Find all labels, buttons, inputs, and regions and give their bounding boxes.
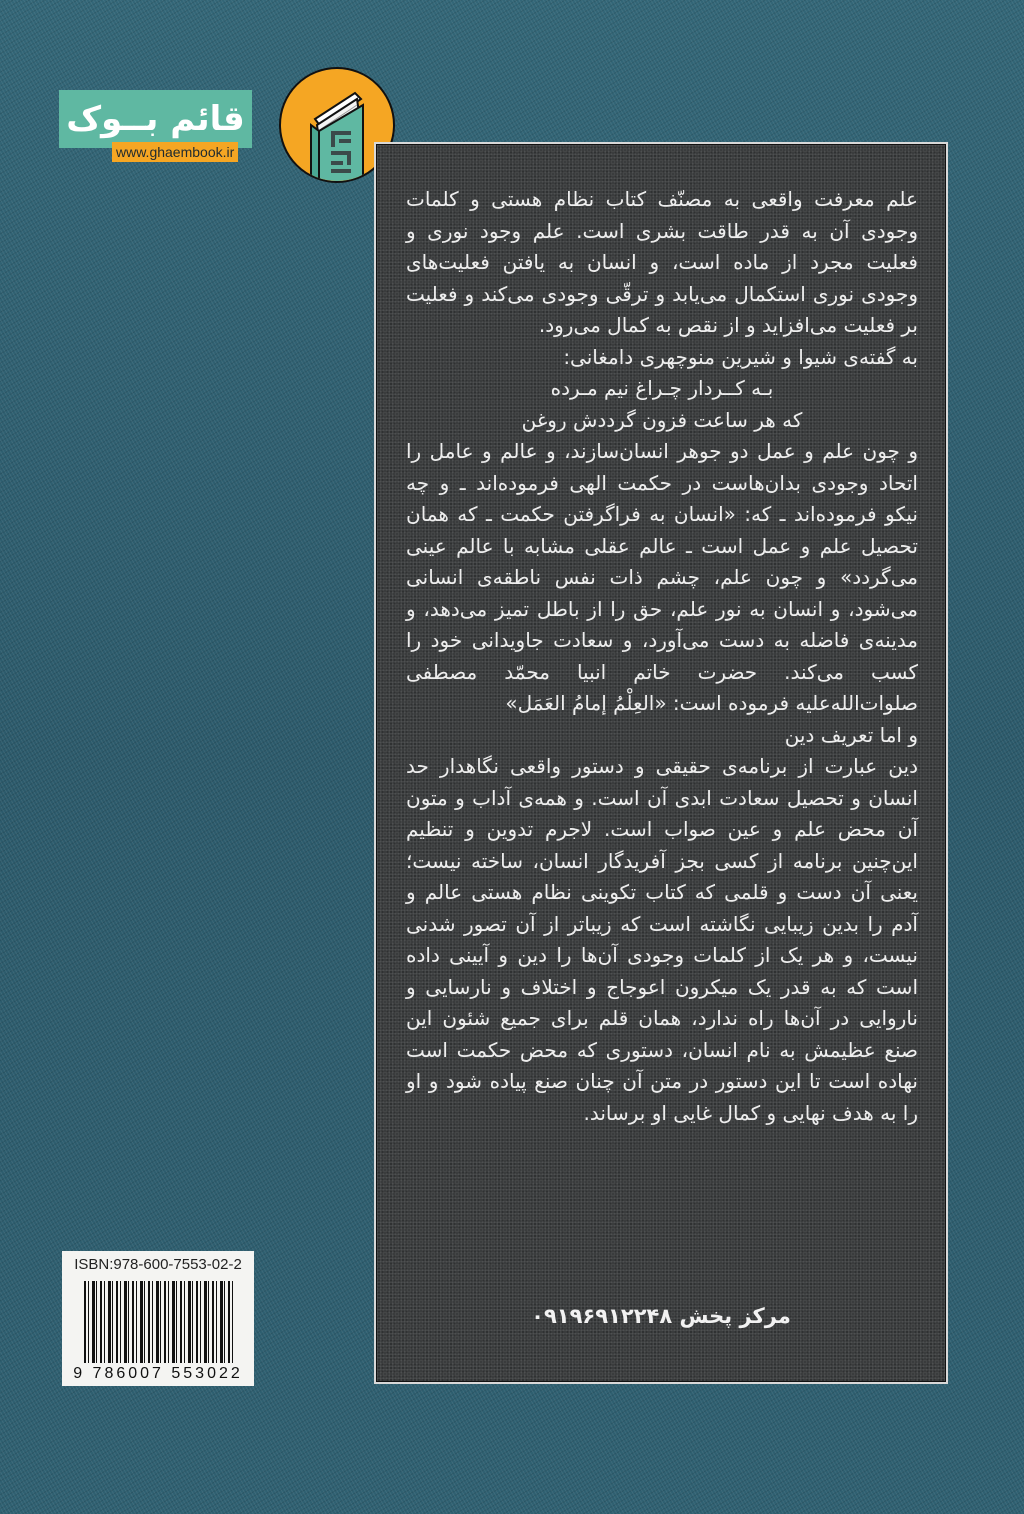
paragraph-3: دین عبارت از برنامه‌ی حقیقی و دستور واقعی نگاهدار حد انسان و تحصیل سعادت ابدی آن است. و همه‌ی آداب و متون آن محض علم و عین صواب است. لاجرم تدوین و تنظیم این‌چنین برنامه از کسی بجز آفریدگار انسان، ساخته نیست؛ یعنی آن دست و قلمی که کتاب تکوینی نظام هستی عالم و آدم را بدین زیبایی نگاشته است که زیباتر از آن تصور شدنی نیست، و هر یک از کلمات وجودی آن‌ها را دین و آیینی داده است که به قدر یک میکرون اعوجاج و اختلاف و نارسایی و ناروایی در آن‌ها راه ندارد، همان قلم برای جمیع شئون این صنع عظیمش به نام انسان، دستوری که محض حکمت است نهاده است تا این دستور در متن آن چنان صنع پیاده شود و او را به هدف نهایی و کمال غایی او برساند. <box>406 754 918 1125</box>
isbn-text: ISBN:978-600-7553-02-2 <box>74 1256 242 1273</box>
description-panel <box>374 142 948 1384</box>
isbn-digits: 9 786007 553022 <box>73 1365 243 1382</box>
poem-line-2: که هر ساعت فزون گرددش روغن <box>521 407 803 432</box>
paragraph-1: علم معرفت واقعی به مصنّف کتاب نظام هستی و کلمات وجودی آن به قدر طاقت بشری است. علم وجود نوری و فعلیت مجرد از ماده است، و انسان به یافتن فعلیت‌های وجودی نوری استکمال می‌یابد و ترقّی وجودی می‌کند و فعلیت بر فعلیت می‌افزاید و از نقص به کمال می‌رود. <box>406 187 918 337</box>
publisher-logo[interactable] <box>59 90 252 148</box>
distribution-center-phone: مرکز پخش ۰۹۱۹۶۹۱۲۲۴۸ <box>531 1304 791 1328</box>
publisher-url[interactable]: www.ghaembook.ir <box>112 142 238 162</box>
section-heading-religion: و اما تعریف دین <box>784 722 918 747</box>
paragraph-2: و چون علم و عمل دو جوهر انسان‌سازند، و عالم و عامل را اتحاد وجودی بدان‌هاست در حکمت الهی فرموده‌اند ـ و چه نیکو فرموده‌اند ـ که: «انسان به فراگرفتن حکمت ـ که همان تحصیل علم و عمل است ـ عالم عقلی مشابه با عالم عینی می‌گردد» و چون علم، چشم ذات نفس ناطقه‌ی انسانی می‌شود، و انسان به نور علم، حق را از باطل تمیز می‌دهد، و مدینه‌ی فاضله به دست می‌آورد، و سعادت جاویدانی خود را کسب می‌کند. حضرت خاتم انبیا محمّد مصطفی صلوات‌الله‌علیه فرموده است: «العِلْمُ إمامُ العَمَل» <box>406 439 918 715</box>
isbn-barcode-label <box>62 1251 254 1386</box>
poem-intro: به گفته‌ی شیوا و شیرین منوچهری دامغانی: <box>563 344 918 369</box>
publisher-logo-text: قائم بــوک <box>66 99 245 139</box>
description-text <box>406 184 918 1129</box>
barcode-icon <box>84 1281 236 1363</box>
poem <box>406 373 918 436</box>
poem-line-1: بـه کــردار چـراغ نیم مـرده <box>550 376 774 400</box>
